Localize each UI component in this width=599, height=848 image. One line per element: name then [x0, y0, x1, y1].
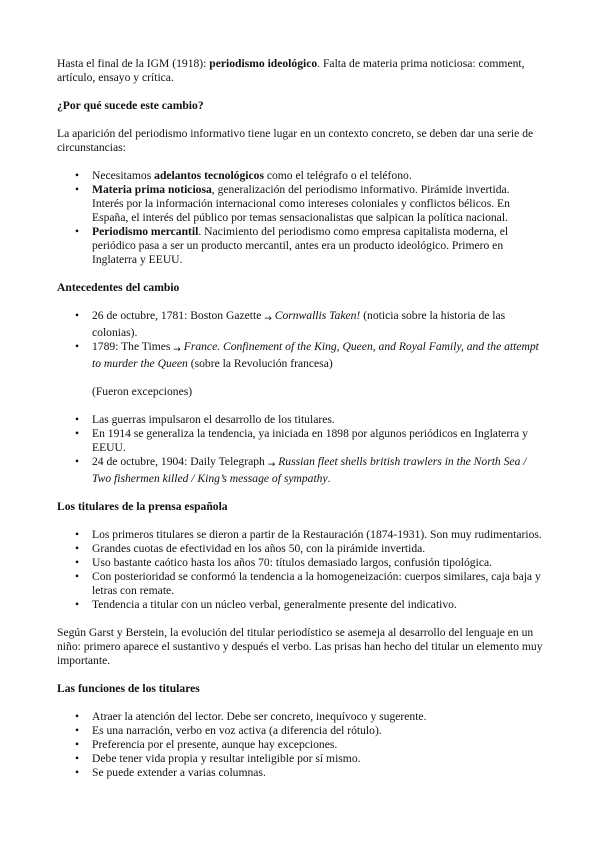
section-heading-funciones: Las funciones de los titulares	[57, 682, 200, 695]
intro-text-end: . Falta de materia prima noticiosa: comment, artículo, ensayo y crítica.	[57, 57, 525, 84]
section2-list-a	[57, 309, 543, 371]
intro-paragraph	[57, 57, 543, 85]
section2-list-b	[57, 413, 543, 486]
list-item: • Con posterioridad se conformó la tendencia a la homogeneización: cuerpos similares, caja baja y letras con remate.	[57, 570, 543, 598]
section4-list	[57, 710, 543, 780]
document-page	[57, 57, 543, 794]
intro-text: Hasta el final de la IGM (1918):	[57, 57, 210, 70]
list-item: • Necesitamos adelantos tecnológicos como el telégrafo o el teléfono.	[57, 169, 543, 183]
exceptions-note: (Fueron excepciones)	[92, 385, 193, 398]
arrow-icon: →	[267, 460, 276, 470]
list-item: • Materia prima noticiosa, generalización del periodismo informativo. Pirámide invertida. Interés por la información internacional como intereses coloniales y conflictos bélicos. En España, el interés del público por temas sensacionalistas que salpican la política nacional.	[57, 183, 543, 225]
list-item: • Es una narración, verbo en voz activa (a diferencia del rótulo).	[57, 724, 543, 738]
list-item: • Uso bastante caótico hasta los años 70: títulos demasiado largos, confusión tipológica.	[57, 556, 543, 570]
intro-bold: periodismo ideológico	[209, 57, 318, 70]
list-item: • 24 de octubre, 1904: Daily Telegraph → Russian fleet shells british trawlers in the North Sea / Two fishermen killed / King’s message of sympathy.	[57, 455, 543, 486]
section-heading-prensa-espanola: Los titulares de la prensa española	[57, 500, 228, 513]
list-item: • Periodismo mercantil. Nacimiento del periodismo como empresa capitalista moderna, el periódico pasa a ser un producto mercantil, antes era un producto ideológico. Primero en Inglaterra y EEUU.	[57, 225, 543, 267]
list-item: • Preferencia por el presente, aunque hay excepciones.	[57, 738, 543, 752]
section1-list	[57, 169, 543, 267]
section3-paragraph: Según Garst y Berstein, la evolución del titular periodístico se asemeja al desarrollo del lenguaje en un niño: primero aparece el sustantivo y después el verbo. Las prisas han hecho del titular un elemento muy importante.	[57, 626, 543, 667]
list-item: • Las guerras impulsaron el desarrollo de los titulares.	[57, 413, 543, 427]
list-item: • Tendencia a titular con un núcleo verbal, generalmente presente del indicativo.	[57, 598, 543, 612]
section-heading-antecedentes: Antecedentes del cambio	[57, 281, 180, 294]
list-item: • Los primeros titulares se dieron a partir de la Restauración (1874-1931). Son muy rudimentarios.	[57, 528, 543, 542]
list-item: • 26 de octubre, 1781: Boston Gazette → Cornwallis Taken! (noticia sobre la historia de las colonias).	[57, 309, 543, 340]
list-item: • En 1914 se generaliza la tendencia, ya iniciada en 1898 por algunos periódicos en Inglaterra y EEUU.	[57, 427, 543, 455]
list-item: • 1789: The Times → France. Confinement of the King, Queen, and Royal Family, and the attempt to murder the Queen (sobre la Revolución francesa)	[57, 340, 543, 371]
section3-list	[57, 528, 543, 612]
arrow-icon: →	[173, 345, 181, 355]
section-heading-cambio: ¿Por qué sucede este cambio?	[57, 99, 204, 112]
list-item: • Grandes cuotas de efectividad en los años 50, con la pirámide invertida.	[57, 542, 543, 556]
section1-paragraph: La aparición del periodismo informativo tiene lugar en un contexto concreto, se deben dar una serie de circunstancias:	[57, 127, 534, 154]
list-item: • Se puede extender a varias columnas.	[57, 766, 543, 780]
arrow-icon: →	[264, 314, 272, 324]
list-item: • Atraer la atención del lector. Debe ser concreto, inequívoco y sugerente.	[57, 710, 543, 724]
list-item: • Debe tener vida propia y resultar inteligible por sí mismo.	[57, 752, 543, 766]
